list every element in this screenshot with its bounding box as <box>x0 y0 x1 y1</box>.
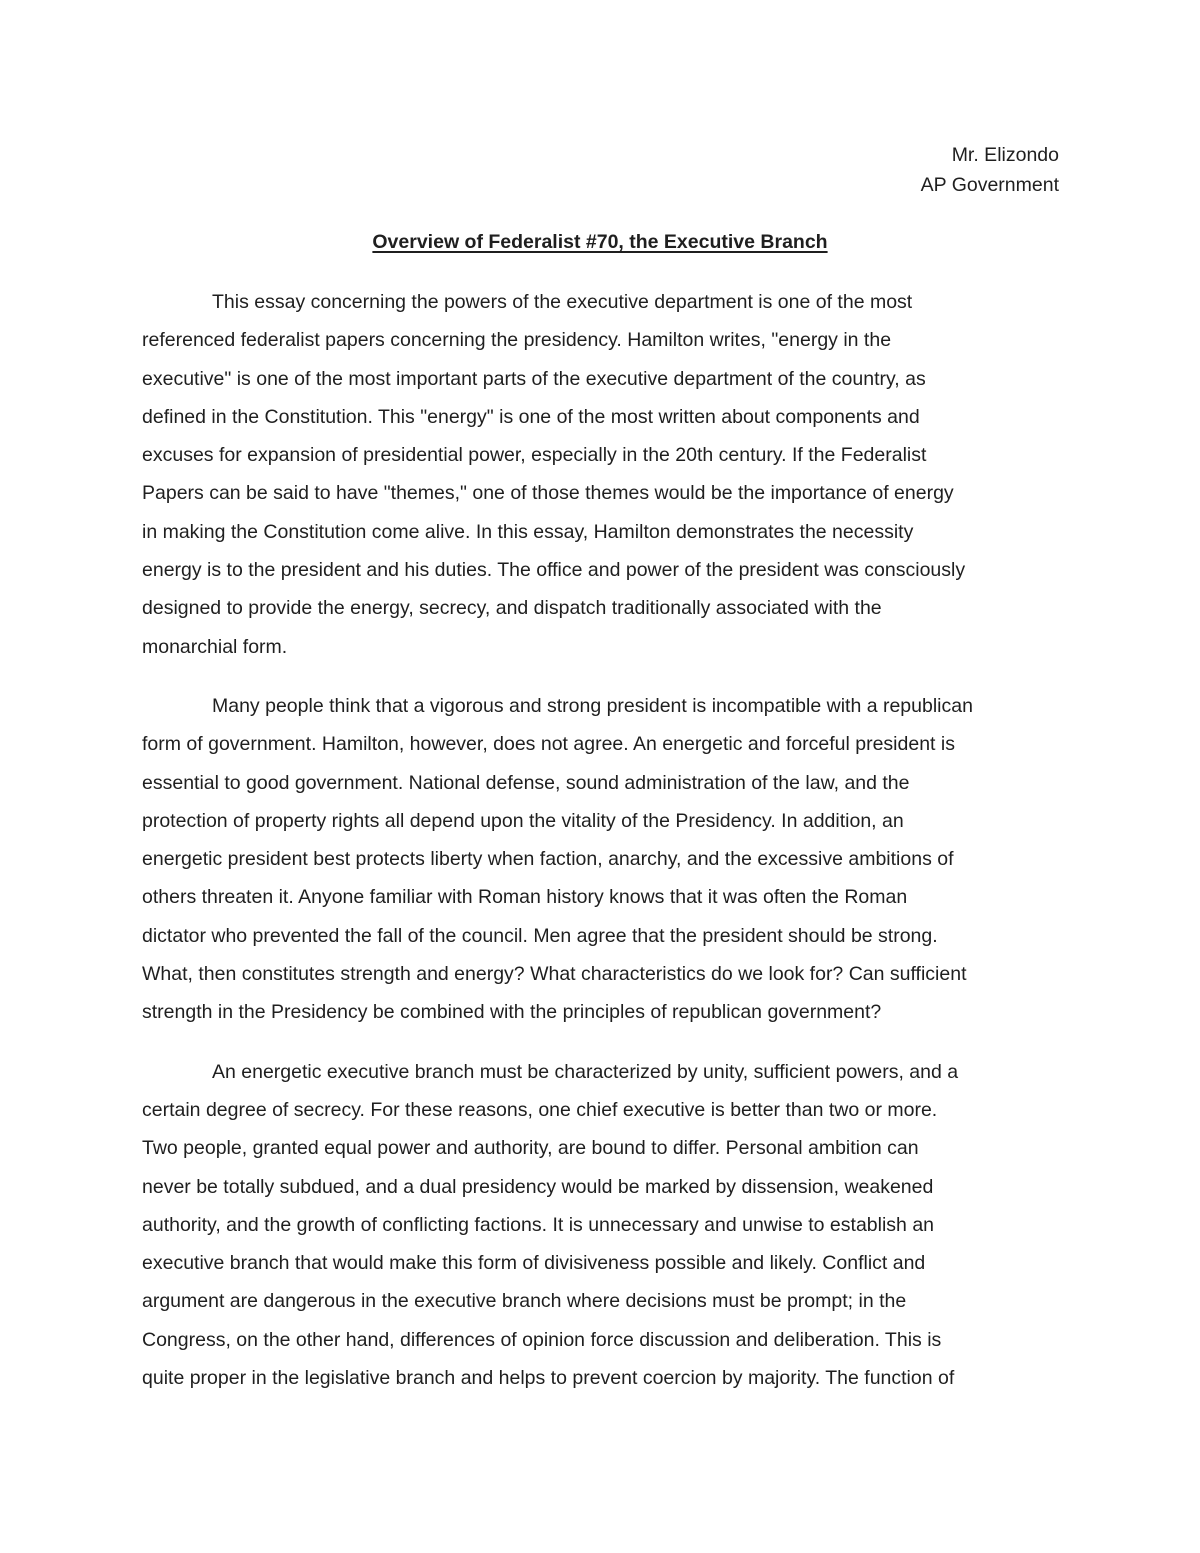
document-title: Overview of Federalist #70, the Executive Branch <box>372 231 828 253</box>
header-block <box>921 141 1059 200</box>
paragraph-line: An energetic executive branch must be characterized by unity, sufficient powers, and a <box>212 1060 959 1083</box>
paragraph-line: in making the Constitution come alive. In this essay, Hamilton demonstrates the necessity <box>142 520 914 543</box>
document-body <box>142 283 1062 1418</box>
paragraph-line: executive branch that would make this form of divisiveness possible and likely. Conflict and <box>142 1252 926 1275</box>
paragraph-line: executive" is one of the most important parts of the executive department of the country, as <box>142 367 926 390</box>
paragraph-line: designed to provide the energy, secrecy, and dispatch traditionally associated with the <box>142 597 882 620</box>
paragraph-line: energetic president best protects liberty when faction, anarchy, and the excessive ambitions of <box>142 848 954 871</box>
paragraph-line: essential to good government. National defense, sound administration of the law, and the <box>142 771 910 794</box>
course-name: AP Government <box>920 173 1059 196</box>
paragraph-3 <box>142 1053 1062 1398</box>
paragraph-line: excuses for expansion of presidential power, especially in the 20th century. If the Federalist <box>142 444 927 467</box>
paragraph-line: authority, and the growth of conflicting factions. It is unnecessary and unwise to establish an <box>142 1213 935 1236</box>
paragraph-line: dictator who prevented the fall of the council. Men agree that the president should be strong. <box>142 924 938 947</box>
paragraph-line: quite proper in the legislative branch and helps to prevent coercion by majority. The function of <box>142 1367 955 1390</box>
paragraph-line: protection of property rights all depend upon the vitality of the Presidency. In addition, an <box>142 809 904 832</box>
teacher-name: Mr. Elizondo <box>951 144 1059 166</box>
paragraph-line: referenced federalist papers concerning the presidency. Hamilton writes, "energy in the <box>142 329 892 352</box>
paragraph-line: others threaten it. Anyone familiar with Roman history knows that it was often the Roman <box>142 886 908 909</box>
paragraph-line: This essay concerning the powers of the executive department is one of the most <box>212 291 913 313</box>
paragraph-line: monarchial form. <box>142 635 288 658</box>
paragraph-line: Congress, on the other hand, differences of opinion force discussion and deliberation. This is <box>142 1328 942 1351</box>
paragraph-line: never be totally subdued, and a dual presidency would be marked by dissension, weakened <box>142 1175 934 1198</box>
paragraph-line: strength in the Presidency be combined with the principles of republican government? <box>142 1001 882 1024</box>
paragraph-line: form of government. Hamilton, however, does not agree. An energetic and forceful president is <box>142 733 955 756</box>
paragraph-line: Two people, granted equal power and authority, are bound to differ. Personal ambition can <box>142 1137 919 1160</box>
paragraph-2 <box>142 687 1062 1032</box>
paragraph-line: defined in the Constitution. This "energy" is one of the most written about components and <box>142 405 920 428</box>
paragraph-line: Papers can be said to have "themes," one of those themes would be the importance of energy <box>142 482 954 505</box>
paragraph-line: What, then constitutes strength and energy? What characteristics do we look for? Can sufficient <box>142 963 967 986</box>
paragraph-line: argument are dangerous in the executive branch where decisions must be prompt; in the <box>142 1290 907 1313</box>
paragraph-line: energy is to the president and his duties. The office and power of the president was consciously <box>142 559 966 582</box>
paragraph-line: certain degree of secrecy. For these reasons, one chief executive is better than two or more. <box>142 1098 938 1121</box>
paragraph-1 <box>142 283 1062 666</box>
paragraph-line: Many people think that a vigorous and strong president is incompatible with a republican <box>212 694 973 717</box>
